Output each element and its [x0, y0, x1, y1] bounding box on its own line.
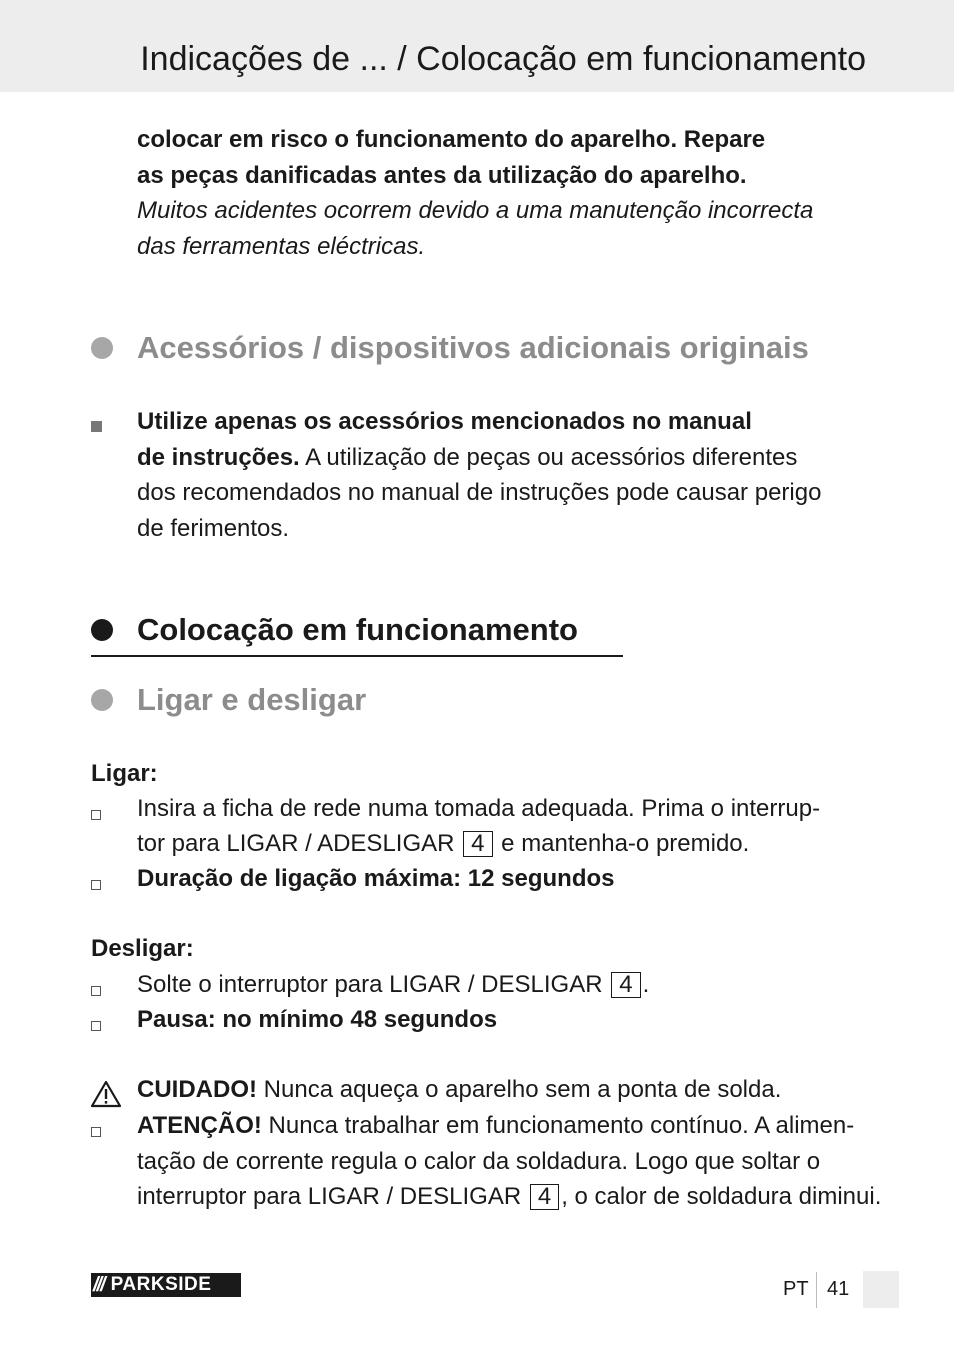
- text-fragment: Solte o interruptor para LIGAR / DESLIGAR: [137, 971, 603, 998]
- section-heading-operation: [91, 612, 578, 648]
- desligar-item-2: Pausa: no mínimo 48 segundos: [137, 1006, 498, 1033]
- ligar-item-2: Duração de ligação máxima: 12 segundos: [137, 865, 615, 892]
- footer-divider: [816, 1272, 817, 1308]
- text-fragment: .: [642, 971, 650, 998]
- caution-text: Nunca aqueça o aparelho sem a ponta de solda.: [263, 1076, 782, 1103]
- subheading-ligar: Ligar:: [91, 760, 158, 787]
- checkbox-bullet-icon: [91, 880, 101, 890]
- ligar-item-1-line-1: Insira a ficha de rede numa tomada adequada. Prima o interrup-: [137, 795, 821, 822]
- reference-number: 4: [611, 972, 640, 998]
- logo-slashes: ///: [93, 1273, 104, 1296]
- section-heading-accessories: [91, 330, 809, 366]
- text-fragment: tor para LIGAR / ADESLIGAR: [137, 830, 455, 857]
- checkbox-bullet-icon: [91, 810, 101, 820]
- caution-line: [137, 1076, 781, 1104]
- attention-line-2: tação de corrente regula o calor da soldadura. Logo que soltar o: [137, 1148, 821, 1175]
- text-fragment: e mantenha-o premido.: [501, 830, 750, 857]
- subheading-desligar: Desligar:: [91, 935, 194, 962]
- accessories-line: dos recomendados no manual de instruções pode causar perigo: [137, 479, 822, 506]
- footer-tab: [863, 1271, 899, 1308]
- heading-text: Colocação em funcionamento: [137, 612, 578, 647]
- reference-number: 4: [530, 1184, 559, 1210]
- checkbox-bullet-icon: [91, 1127, 101, 1137]
- intro-bold-line: as peças danificadas antes da utilização do aparelho.: [137, 161, 747, 189]
- logo-brand: PARKSIDE: [110, 1274, 212, 1295]
- intro-text: [137, 122, 877, 264]
- warning-triangle-icon: [90, 1080, 122, 1108]
- attention-line-1: [137, 1112, 854, 1140]
- heading-text: Acessórios / dispositivos adicionais originais: [137, 330, 809, 365]
- caution-label: CUIDADO!: [137, 1076, 257, 1103]
- accessories-text: [137, 404, 877, 546]
- page-title: Indicações de ... / Colocação em funcionamento: [140, 40, 866, 78]
- text-fragment: , o calor de soldadura diminui.: [561, 1183, 882, 1210]
- reference-number: 4: [463, 831, 492, 857]
- square-bullet-icon: [91, 421, 102, 432]
- intro-italic-line: Muitos acidentes ocorrem devido a uma manutenção incorrecta: [137, 197, 814, 224]
- footer-language: PT: [783, 1278, 809, 1300]
- accessories-line: [137, 440, 877, 476]
- attention-line-3: [137, 1183, 881, 1211]
- bullet-dot-icon: [91, 689, 113, 711]
- accessories-line: de ferimentos.: [137, 514, 290, 542]
- bullet-dot-icon: [91, 337, 113, 359]
- ligar-item-1-line-2: [137, 830, 749, 858]
- accessories-bold-fragment: de instruções.: [137, 443, 300, 471]
- section-heading-on-off: [91, 682, 366, 718]
- bullet-dot-icon: [91, 619, 113, 641]
- attention-label: ATENÇÃO!: [137, 1112, 262, 1139]
- attention-text: Nunca trabalhar em funcionamento contínuo. A alimen-: [268, 1112, 855, 1139]
- heading-underline: [91, 655, 623, 657]
- checkbox-bullet-icon: [91, 986, 101, 996]
- parkside-logo: [91, 1273, 241, 1297]
- heading-text: Ligar e desligar: [137, 682, 367, 717]
- page-number: 41: [827, 1278, 850, 1300]
- accessories-line-rest: A utilização de peças ou acessórios diferentes: [305, 443, 798, 471]
- desligar-item-1: [137, 971, 649, 999]
- checkbox-bullet-icon: [91, 1021, 101, 1031]
- intro-bold-line: colocar em risco o funcionamento do aparelho. Repare: [137, 126, 766, 153]
- intro-italic-line: das ferramentas eléctricas.: [137, 232, 426, 260]
- text-fragment: interruptor para LIGAR / DESLIGAR: [137, 1183, 522, 1210]
- accessories-bold-line: Utilize apenas os acessórios mencionados no manual: [137, 408, 752, 435]
